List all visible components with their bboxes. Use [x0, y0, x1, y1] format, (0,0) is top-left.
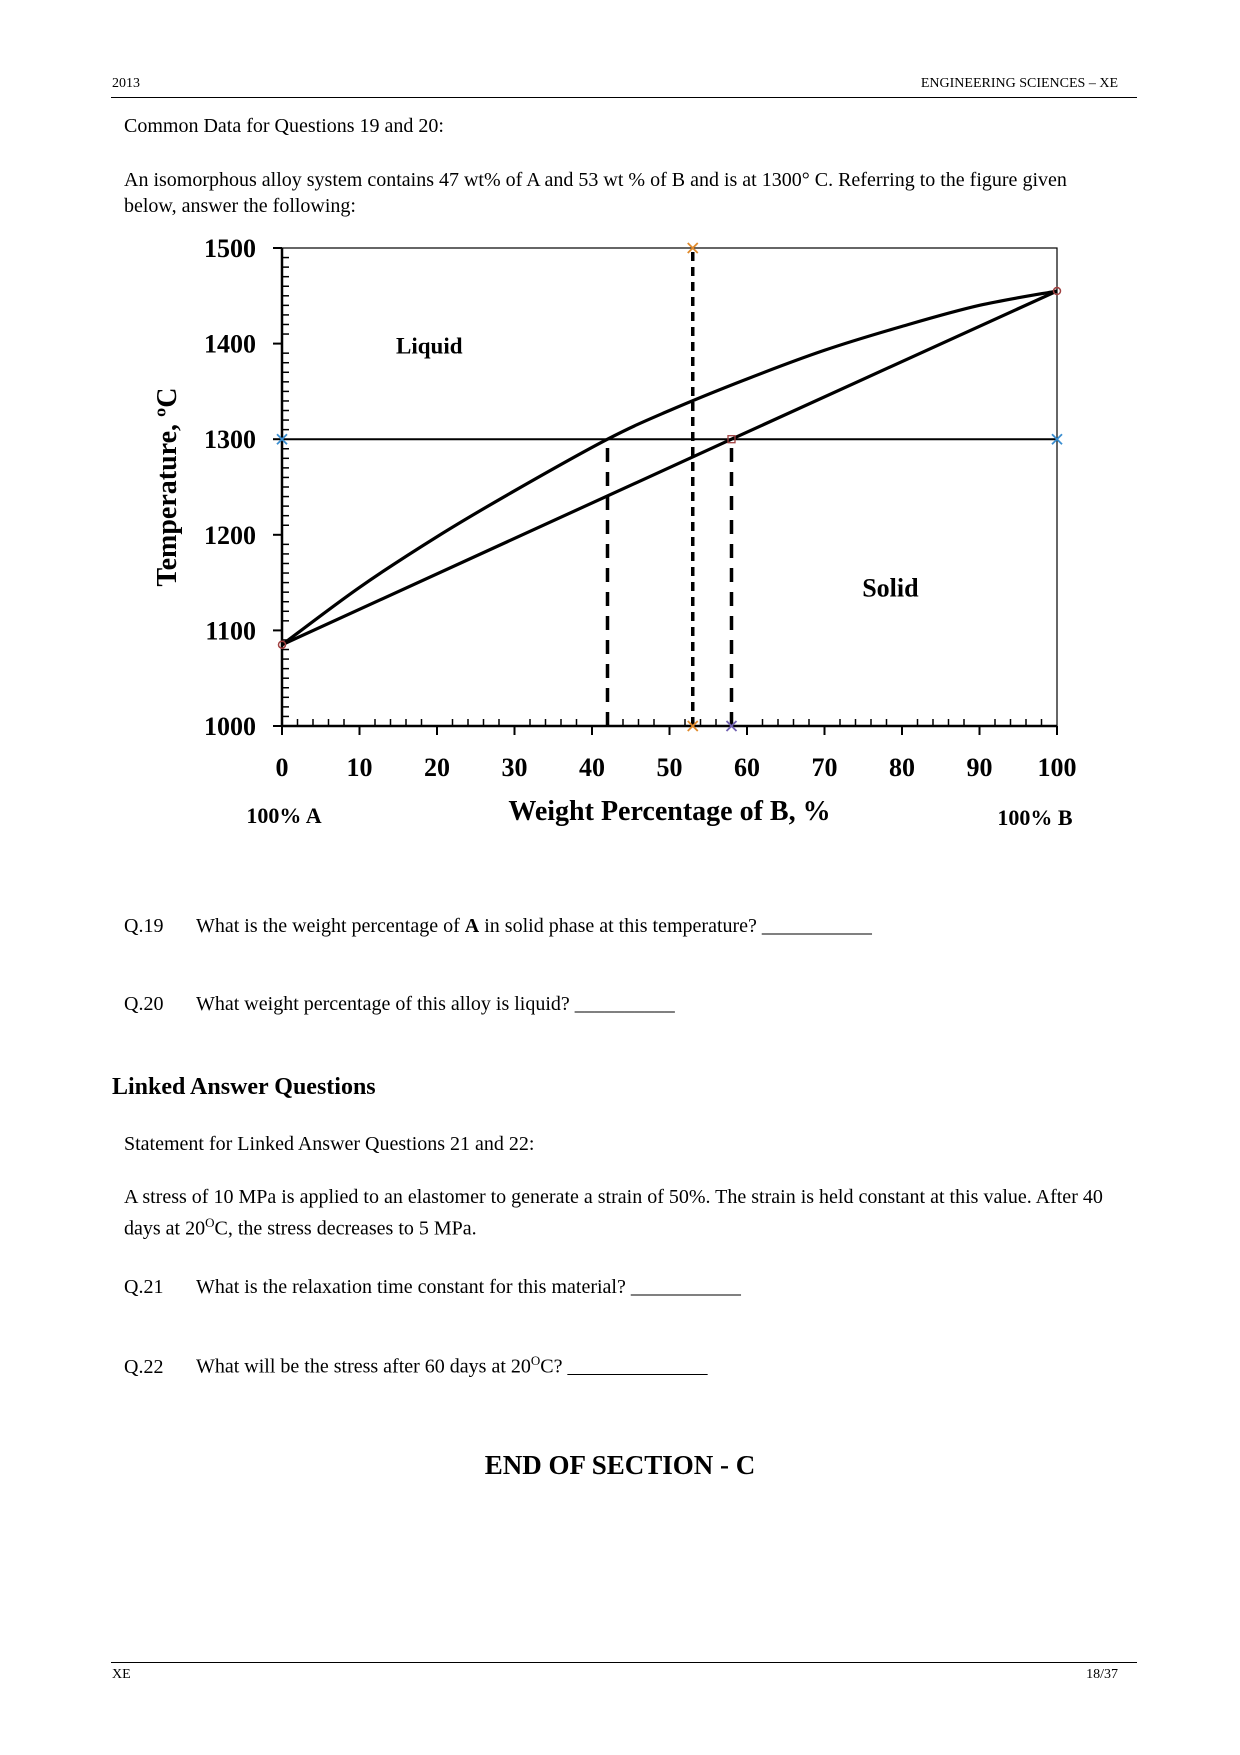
linked-answer-heading: Linked Answer Questions: [112, 1074, 376, 1100]
question-22: [124, 1353, 708, 1379]
x-tick-label: 90: [966, 753, 993, 782]
end-of-section: END OF SECTION - C: [484, 1450, 756, 1480]
stress-statement-part1: A stress of 10 MPa is applied to an elastomer to generate a strain of 50%. The strain is held constant at this value. After 40 days at 20: [124, 1186, 1103, 1240]
intro-text: An isomorphous alloy system contains 47 wt% of A and 53 wt % of B and is at 1300° C. Referring to the figure given below, answer the following:: [124, 169, 1067, 217]
y-tick-label: 1300: [204, 425, 256, 455]
header-title: ENGINEERING SCIENCES – XE: [920, 76, 1118, 91]
question-20: [124, 993, 675, 1016]
common-data-title: Common Data for Questions 19 and 20:: [124, 115, 444, 137]
x-end-label-right: 100% B: [997, 805, 1073, 830]
stress-statement: [124, 1184, 1124, 1242]
question-20-number: Q.20: [124, 993, 164, 1015]
question-22-sup: O: [530, 1353, 541, 1368]
x-end-label-left: 100% A: [246, 803, 322, 828]
stress-statement-sup: O: [205, 1215, 215, 1230]
region-label-solid: Solid: [862, 573, 919, 603]
question-19-text-post: in solid phase at this temperature? ___________: [479, 915, 872, 937]
question-21-text: What is the relaxation time constant for this material? ___________: [196, 1276, 741, 1298]
x-tick-label: 80: [889, 753, 915, 782]
y-tick-label: 1500: [204, 234, 256, 263]
y-tick-label: 1200: [204, 520, 256, 550]
header-year: 2013: [112, 76, 140, 91]
stress-statement-part2: C, the stress decreases to 5 MPa.: [214, 1217, 477, 1240]
y-tick-label: 1000: [204, 712, 256, 741]
footer-page: 18/37: [1086, 1667, 1118, 1682]
x-tick-label: 70: [811, 753, 838, 782]
question-22-text-pre: What will be the stress after 60 days at 20: [196, 1355, 531, 1378]
x-tick-label: 10: [346, 753, 373, 782]
y-axis-title: Temperature, ºC: [152, 387, 183, 587]
question-19-number: Q.19: [124, 915, 164, 937]
x-tick-label: 30: [501, 753, 528, 782]
region-label-liquid: Liquid: [396, 333, 463, 359]
question-20-text: What weight percentage of this alloy is liquid? __________: [196, 993, 675, 1015]
x-tick-label: 0: [275, 753, 289, 782]
question-19-bold: A: [464, 915, 480, 937]
question-21: [124, 1276, 741, 1299]
header-rule: [111, 97, 1137, 98]
linked-statement: Statement for Linked Answer Questions 21 and 22:: [124, 1133, 535, 1155]
question-22-text-post: C? ______________: [540, 1355, 708, 1378]
question-19-text-pre: What is the weight percentage of: [196, 915, 465, 937]
x-tick-label: 60: [734, 753, 760, 782]
plot-frame: [282, 248, 1057, 726]
x-axis-title: Weight Percentage of B, %: [508, 796, 831, 827]
y-tick-label: 1400: [204, 329, 256, 359]
question-21-number: Q.21: [124, 1276, 164, 1298]
footer-code: XE: [112, 1667, 131, 1682]
x-tick-label: 100: [1037, 753, 1077, 782]
x-tick-label: 40: [579, 753, 605, 782]
x-tick-label: 20: [424, 753, 450, 782]
question-19: [124, 915, 872, 938]
x-tick-label: 50: [656, 753, 683, 782]
y-tick-label: 1100: [205, 616, 256, 646]
footer-rule: [111, 1662, 1137, 1663]
phase-diagram: [0, 230, 1240, 850]
question-22-number: Q.22: [124, 1355, 164, 1378]
